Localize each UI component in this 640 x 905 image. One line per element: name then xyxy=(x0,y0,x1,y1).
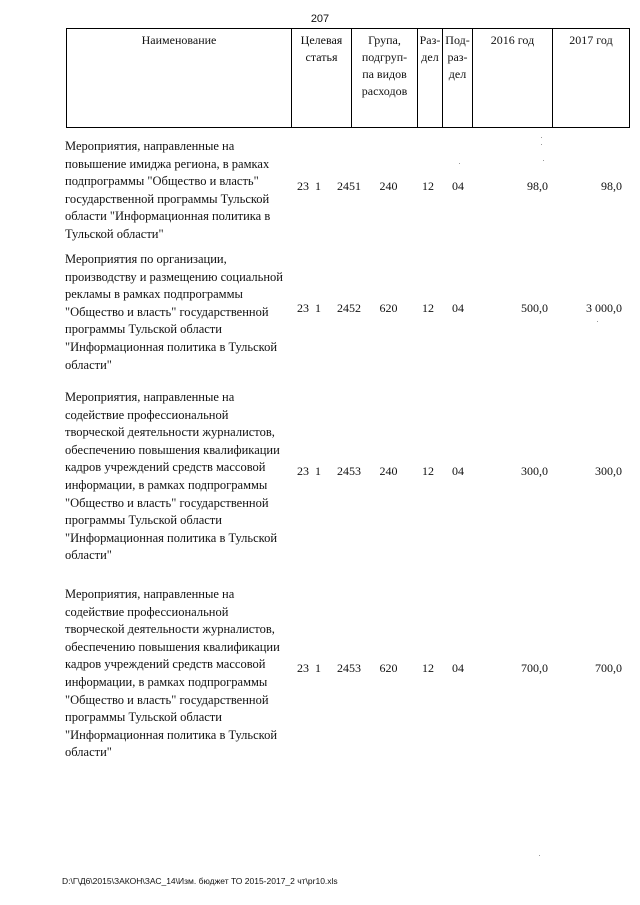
row-article-program: 23 xyxy=(297,464,309,478)
header-expense-group: Група, подгруп- па видов расходов xyxy=(351,28,417,128)
row-amount-2017: 300,0 xyxy=(595,464,622,478)
row-amount-2016: 300,0 xyxy=(521,464,548,478)
scan-speck xyxy=(541,137,542,138)
row-expense-group: 620 xyxy=(379,661,398,675)
row-description: Мероприятия, направленные на содействие профессиональной творческой деятельности журналистов, обеспечению повышения квалификации кадров учреждений средств массовой информации, в рамках подпрограммы "Общество и власть" государственной программы Тульской области "Информационная политика в Тульской области" xyxy=(65,587,280,760)
scan-speck xyxy=(597,321,598,322)
row-article-program: 23 xyxy=(297,661,309,675)
row-article-subprogram: 1 xyxy=(315,464,321,478)
row-expense-group: 620 xyxy=(379,301,398,315)
row-amount-2017: 700,0 xyxy=(595,661,622,675)
row-article-code: 2452 xyxy=(337,301,361,315)
scan-speck xyxy=(543,160,544,161)
scan-speck xyxy=(459,163,460,164)
header-target-article: Целевая статья xyxy=(291,28,351,128)
row-description: Мероприятия, направленные на содействие профессиональной творческой деятельности журналистов, обеспечению повышения квалификации кадров учреждений средств массовой информации, в рамках подпрограммы "Общество и власть" государственной программы Тульской области "Информационная политика в Тульской области" xyxy=(65,390,280,563)
header-name: Наименование xyxy=(66,28,291,128)
row-description: Мероприятия, направленные на повышение имиджа региона, в рамках подпрограммы "Общество и власть" государственной программы Тульской области "Информационная политика в Тульской области" xyxy=(65,139,271,241)
row-amount-2016: 98,0 xyxy=(527,179,548,193)
header-section: Раз- дел xyxy=(417,28,442,128)
row-subsection: 04 xyxy=(452,464,464,478)
row-amount-2016: 700,0 xyxy=(521,661,548,675)
scan-speck xyxy=(539,855,540,856)
scan-speck xyxy=(541,144,542,145)
row-section: 12 xyxy=(422,179,434,193)
row-article-code: 2451 xyxy=(337,179,361,193)
row-article-subprogram: 1 xyxy=(315,179,321,193)
row-article-program: 23 xyxy=(297,179,309,193)
file-path-footer: D:\Г\Д6\2015\ЗАКОН\ЗАС_14\Изм. бюджет ТО 2015-2017_2 чт\pr10.xls xyxy=(62,876,338,886)
row-subsection: 04 xyxy=(452,661,464,675)
row-article-subprogram: 1 xyxy=(315,661,321,675)
row-section: 12 xyxy=(422,661,434,675)
row-article-program: 23 xyxy=(297,301,309,315)
row-description: Мероприятия по организации, производству и размещению социальной рекламы в рамках подпрограммы "Общество и власть" государственной программы Тульской области "Информационная политика в Тульской области" xyxy=(65,252,283,372)
row-subsection: 04 xyxy=(452,301,464,315)
header-year-2017: 2017 год xyxy=(552,28,630,128)
row-article-code: 2453 xyxy=(337,464,361,478)
row-expense-group: 240 xyxy=(379,179,398,193)
row-amount-2017: 3 000,0 xyxy=(586,301,622,315)
header-year-2016: 2016 год xyxy=(472,28,552,128)
row-section: 12 xyxy=(422,464,434,478)
row-article-subprogram: 1 xyxy=(315,301,321,315)
row-article-code: 2453 xyxy=(337,661,361,675)
row-subsection: 04 xyxy=(452,179,464,193)
row-amount-2016: 500,0 xyxy=(521,301,548,315)
row-expense-group: 240 xyxy=(379,464,398,478)
page-number: 207 xyxy=(310,13,330,25)
header-subsection: Под- раз- дел xyxy=(442,28,472,128)
row-section: 12 xyxy=(422,301,434,315)
row-amount-2017: 98,0 xyxy=(601,179,622,193)
